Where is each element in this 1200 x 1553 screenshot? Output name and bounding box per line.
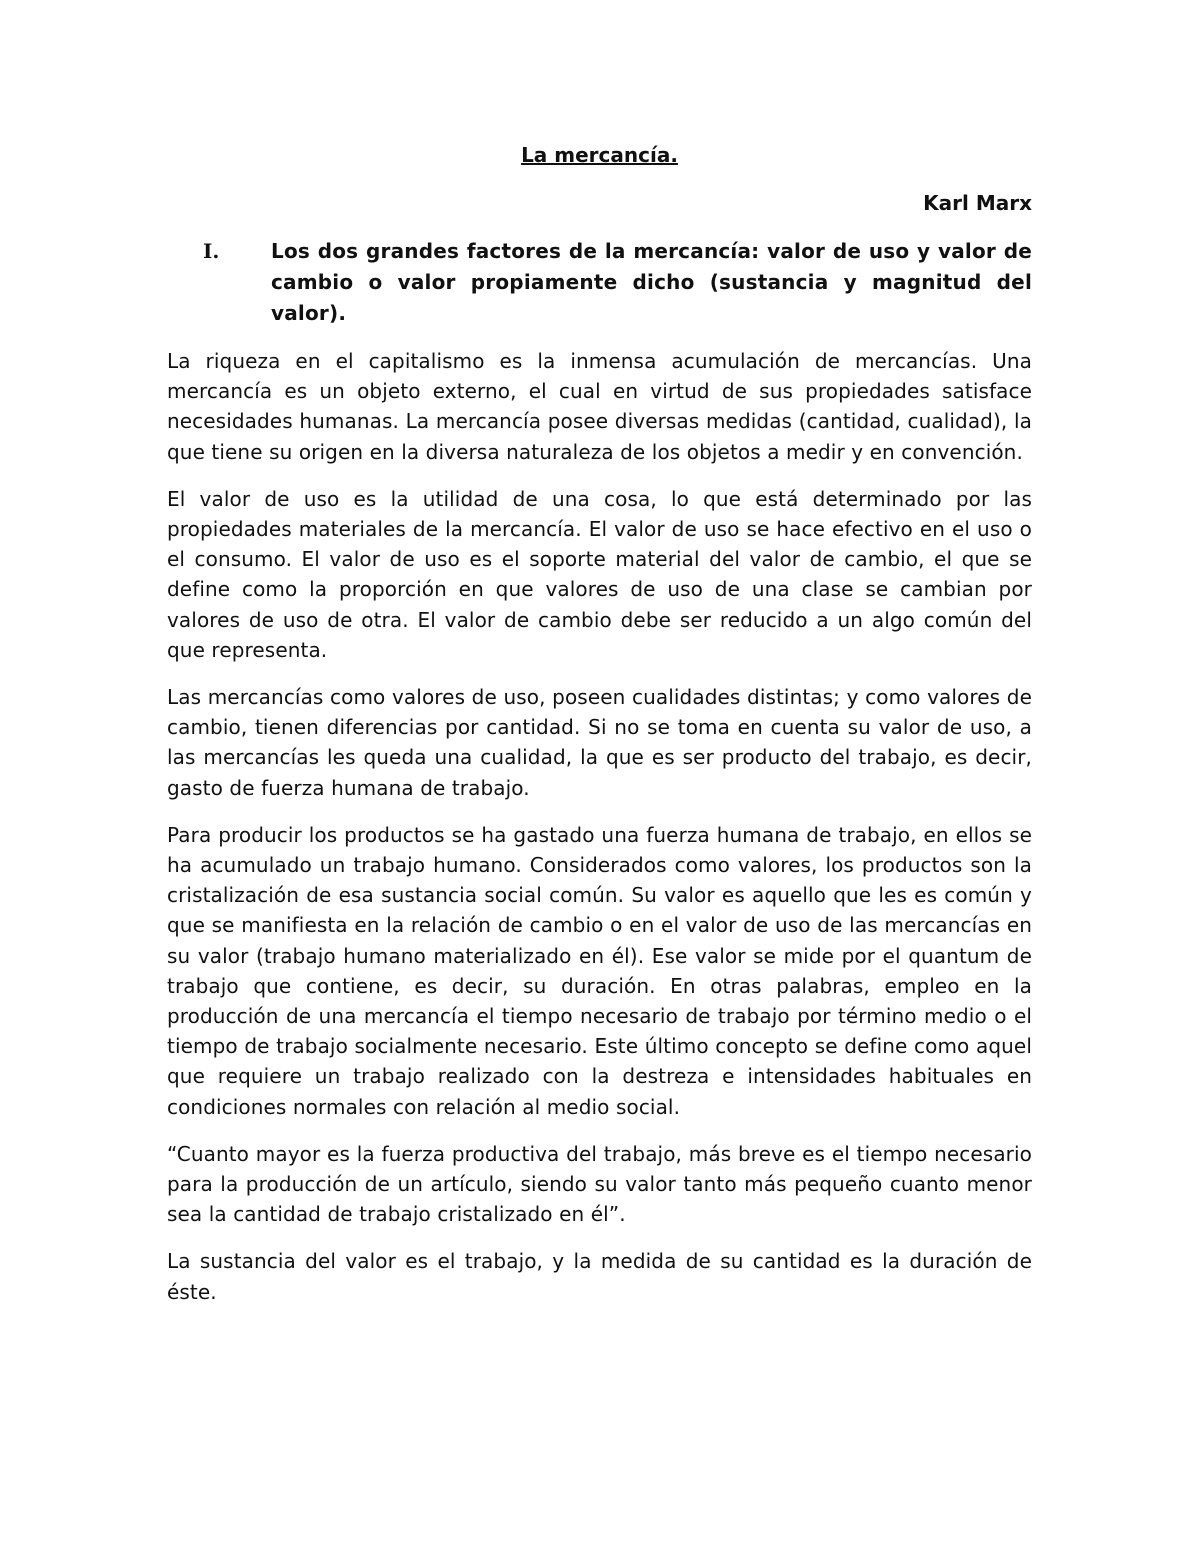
document-author: Karl Marx xyxy=(923,191,1032,215)
section-number: I. xyxy=(203,239,220,263)
paragraph: Las mercancías como valores de uso, poseen cualidades distintas; y como valores de cambio, tienen diferencias por cantidad. Si no se toma en cuenta su valor de uso, a las mercancías les queda una cualidad, la que es ser producto del trabajo, es decir, gasto de fuerza humana de trabajo. xyxy=(167,685,1032,800)
paragraph: “Cuanto mayor es la fuerza productiva del trabajo, más breve es el tiempo necesario para la producción de un artículo, siendo su valor tanto más pequeño cuanto menor sea la cantidad de trabajo cristalizado en él”. xyxy=(167,1141,1032,1227)
paragraph: La riqueza en el capitalismo es la inmensa acumulación de mercancías. Una mercancía es un objeto externo, el cual en virtud de sus propiedades satisface necesidades humanas. La mercancía posee diversas medidas (cantidad, cualidad), la que tiene su origen en la diversa naturaleza de los objetos a medir y en convención. xyxy=(167,349,1032,464)
section-heading xyxy=(167,236,1032,329)
paragraph: Para producir los productos se ha gastado una fuerza humana de trabajo, en ellos se ha acumulado un trabajo humano. Considerados como valores, los productos son la cristalización de esa sustancia social común. Su valor es aquello que les es común y que se manifiesta en la relación de cambio o en el valor de uso de las mercancías en su valor (trabajo humano materializado en él). Ese valor se mide por el quantum de trabajo que contiene, es decir, su duración. En otras palabras, empleo en la producción de una mercancía el tiempo necesario de trabajo por término medio o el tiempo de trabajo socialmente necesario. Este último concepto se define como aquel que requiere un trabajo realizado con la destreza e intensidades habituales en condiciones normales con relación al medio social. xyxy=(167,822,1032,1119)
paragraph: La sustancia del valor es el trabajo, y la medida de su cantidad es la duración de éste. xyxy=(167,1249,1032,1304)
document-title: La mercancía. xyxy=(521,143,678,167)
paragraph: El valor de uso es la utilidad de una cosa, lo que está determinado por las propiedades materiales de la mercancía. El valor de uso se hace efectivo en el uso o el consumo. El valor de uso es el soporte material del valor de cambio, el que se define como la proporción en que valores de uso de una clase se cambian por valores de uso de otra. El valor de cambio debe ser reducido a un algo común del que representa. xyxy=(167,486,1032,662)
section-heading-text: Los dos grandes factores de la mercancía: valor de uso y valor de cambio o valor propiamente dicho (sustancia y magnitud del valor). xyxy=(271,239,1032,325)
document-page xyxy=(167,140,1032,1307)
